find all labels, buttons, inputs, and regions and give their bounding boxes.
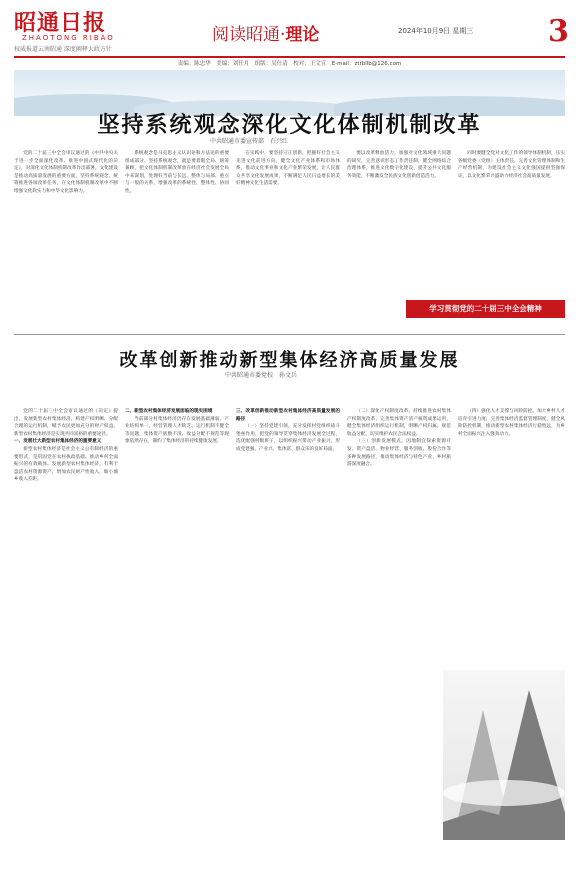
study-campaign-banner: 学习贯彻党的二十届三中全会精神 bbox=[406, 300, 565, 318]
article2-paragraph: （四）强化人才支撑与风险防控。加大乡村人才培育引进力度，完善集体经济监督管理制度，健全风险防控机制，推动新型农村集体经济行稳致远，为乡村全面振兴注入强劲动力。 bbox=[458, 409, 565, 437]
article1-paragraph: 在实践中，要坚持守正创新，把握好社会主义先进文化前进方向，健全文化产业体系和市场体系，推动文化事业和文化产业繁荣发展，让人民群众共享文化发展成果，不断满足人民日益增长的美好精神文化生活需要。 bbox=[236, 151, 340, 187]
article2-paragraph: 新型农村集体经济是社会主义公有制经济的重要形式，是巩固党在农村执政基础、推动乡村全面振兴的有效载体。发展新型农村集体经济，有利于盘活农村资源资产，增加农民财产性收入，缩小城乡收入差距。 bbox=[14, 446, 118, 483]
newspaper-logo: 昭通日报 bbox=[14, 10, 107, 36]
article1-column-1 bbox=[14, 150, 118, 332]
section-name: 理论 bbox=[285, 25, 320, 45]
article2-paragraph: （一）坚持党建引领。充分发挥村党组织战斗堡垒作用，把党的领导贯穿集体经济发展全过程，选优配强村级班子，以组织振兴带动产业振兴，形成党建强、产业兴、集体富、群众乐的良好局面。 bbox=[236, 424, 340, 452]
article1-paragraph: 同时要健全党对文化工作的领导体制机制，压实各级党委（党组）主体责任，完善文化管理体制和生产经营机制，为建设社会主义文化强国提供坚强保证，以文化繁荣兴盛助力经济社会高质量发展。 bbox=[458, 151, 565, 179]
ink-landscape-painting bbox=[443, 670, 565, 840]
page-number: 3 bbox=[548, 14, 569, 49]
article2-subhead: 二、新型农村集体经济发展面临的现实困境 bbox=[125, 409, 213, 414]
section-title bbox=[212, 20, 319, 45]
article2-paragraph: （三）创新发展模式。因地制宜探索资源开发、资产盘活、物业经营、服务创收、股份合作等多种发展路径，推动集体经济与特色产业、乡村旅游深度融合。 bbox=[347, 439, 451, 468]
article2-column-1 bbox=[14, 408, 118, 868]
article2-paragraph: 当前部分村集体经济仍存在发展基础薄弱、产业结构单一、经营管理人才缺乏、运行机制不健全等问题，集体资产底数不清、收益分配不规范等现象依然存在，制约了集体经济的持续健康发展。 bbox=[125, 416, 229, 445]
article1-headline: 坚持系统观念深化文化体制机制改革 bbox=[97, 112, 482, 138]
article2-headline: 改革创新推动新型集体经济高质量发展 bbox=[119, 350, 460, 371]
article2-column-2 bbox=[125, 408, 229, 868]
article2-subhead: 一、发展壮大新型农村集体经济的重要意义 bbox=[14, 439, 102, 445]
masthead bbox=[0, 0, 579, 68]
issue-date: 2024年10月9日 星期三 bbox=[398, 27, 474, 35]
article2-paragraph: 党的二十届三中全会审议通过的《决定》提出，发展新型农村集体经济，构建产权明晰、分配合理的运行机制，赋予农民更加充分的财产权益。新型农村集体经济是实现共同富裕的重要途径。 bbox=[14, 409, 118, 437]
newspaper-logo-english: ZHAOTONG RIBAO bbox=[22, 34, 115, 42]
article2-column-3 bbox=[236, 408, 340, 868]
article1-column-5 bbox=[458, 150, 565, 290]
article1-paragraph: 要以改革释放活力，加强对文化领域重大问题的研究，完善意识形态工作责任制，健全网络综合治理体系，推进文化数字化建设，提升公共文化服务效能，不断激发全民族文化创新创造活力。 bbox=[347, 151, 451, 179]
article1-paragraph: 党的二十届三中全会审议通过的《中共中央关于进一步全面深化改革、推进中国式现代化的决定》，对深化文化体制机制改革作出部署。文化建设是推动高质量发展的重要方面，坚持系统观念，统筹推进各项改革任务，在文化体制机制改革中不断增强文化软实力和中华文化影响力。 bbox=[14, 151, 118, 194]
article2-column-5 bbox=[458, 408, 565, 663]
painting-mist bbox=[443, 780, 565, 806]
article-divider bbox=[14, 334, 565, 335]
article1-column-2 bbox=[125, 150, 229, 332]
article2-byline: 中共昭通市委党校 孙文兵 bbox=[225, 372, 298, 379]
article1-column-3 bbox=[236, 150, 340, 332]
article1-paragraph: 系统观念是马克思主义认识论和方法论的重要组成部分。坚持系统观念，就是要着眼全局、统筹兼顾，把文化体制机制改革放在经济社会发展全局中来谋划，处理好当前与长远、整体与局部、重点与一般的关系，增强改革的系统性、整体性、协同性。 bbox=[125, 151, 229, 194]
masthead-rule bbox=[14, 56, 565, 58]
newspaper-slogan: 权威报道云南昭通 深度阐释大政方针 bbox=[14, 46, 112, 53]
article2-paragraph: （二）深化产权制度改革。持续推进农村集体产权制度改革，完善集体资产清产核资成果运用，健全集体经济组织运行机制，明晰产权归属，规范收益分配，切实维护农民合法权益。 bbox=[347, 409, 451, 437]
section-prefix: 阅读昭通· bbox=[212, 25, 286, 45]
article2-column-4 bbox=[347, 408, 451, 868]
article2-subhead: 三、改革创新推动新型农村集体经济高质量发展的路径 bbox=[236, 409, 340, 422]
article1-byline: 中共昭通市委宣传部 石兴红 bbox=[210, 138, 289, 145]
editor-credits: 责编：陈忠华 美编：刘任月 组版：吴仕清 校对：王文宣 E-mail：ztrbllb@126.com bbox=[177, 61, 402, 67]
